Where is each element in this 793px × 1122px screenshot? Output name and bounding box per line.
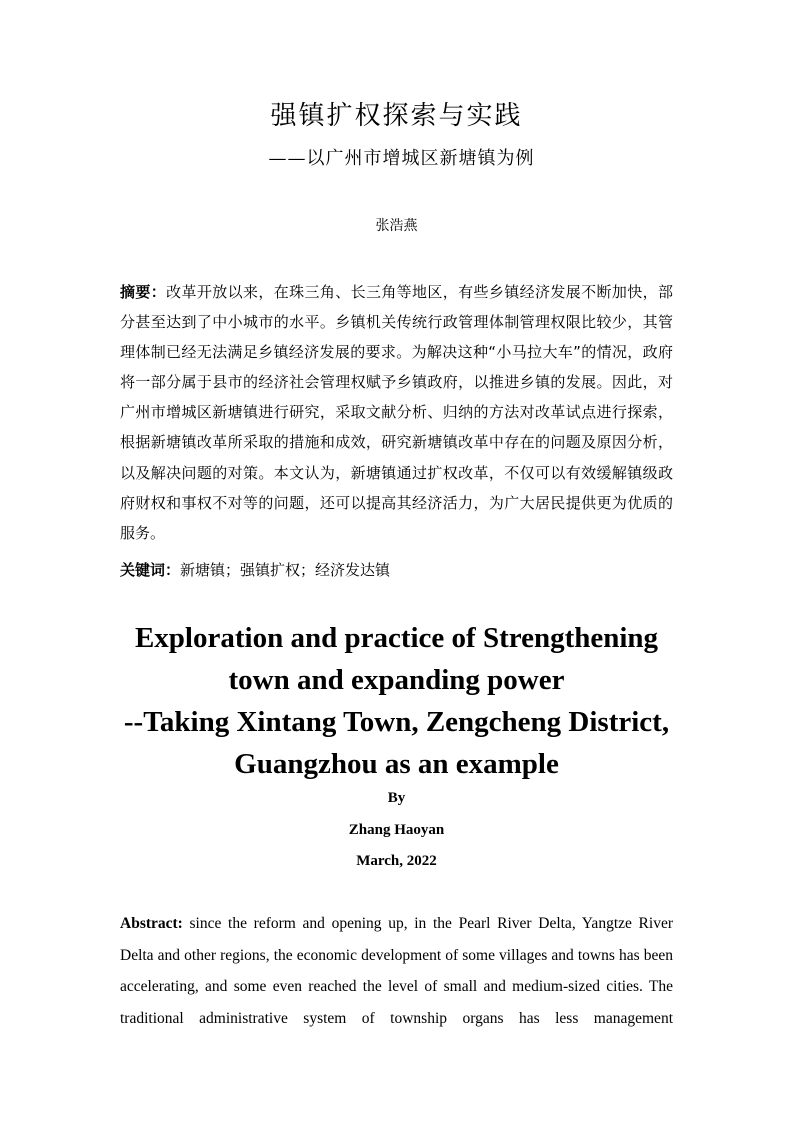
chinese-abstract-text: 改革开放以来，在珠三角、长三角等地区，有些乡镇经济发展不断加快，部分甚至达到了中小城市的水平。乡镇机关传统行政管理体制管理权限比较少，其管理体制已经无法满足乡镇经济发展的要求。为解决这种“小马拉大车”的情况，政府将一部分属于县市的经济社会管理权赋予乡镇政府，以推进乡镇的发展。因此，对广州市增城区新塘镇进行研究，采取文献分析、归纳的方法对改革试点进行探索，根据新塘镇改革所采取的措施和成效，研究新塘镇改革中存在的问题及原因分析，以及解决问题的对策。本文认为，新塘镇通过扩权改革，不仅可以有效缓解镇级政府财权和事权不对等的问题，还可以提高其经济活力，为广大居民提供更为优质的服务。	[120, 283, 673, 542]
english-title-line: Exploration and practice of Strengthening	[134, 622, 659, 654]
chinese-keywords-text: 新塘镇；强镇扩权；经济发达镇	[180, 561, 391, 579]
chinese-author: 张浩燕	[375, 218, 418, 234]
english-abstract-label: Abstract:	[120, 915, 183, 932]
english-abstract-text: since the reform and opening up, in the Pearl River Delta, Yangtze River Delta and other regions, the economic development of some villages and towns has been accelerating, and some even reached the level of small and medium-sized cities. The traditional administrative system of township organs has less management	[120, 915, 673, 1027]
chinese-keywords-label: 关键词：	[120, 561, 181, 579]
english-title-line: Guangzhou as an example	[234, 748, 559, 780]
english-abstract	[120, 908, 673, 1034]
english-title	[0, 617, 793, 785]
chinese-keywords	[120, 556, 673, 584]
english-title-line: --Taking Xintang Town, Zengcheng District,	[123, 706, 670, 738]
chinese-subtitle: ——以广州市增城区新塘镇为例	[268, 148, 535, 169]
english-author: Zhang Haoyan	[348, 822, 445, 838]
chinese-abstract-label: 摘要：	[120, 283, 167, 301]
english-title-line: town and expanding power	[228, 664, 565, 696]
chinese-title: 强镇扩权探索与实践	[270, 101, 523, 131]
chinese-abstract	[120, 277, 673, 548]
english-date: March, 2022	[356, 853, 437, 869]
english-by: By	[387, 790, 406, 806]
